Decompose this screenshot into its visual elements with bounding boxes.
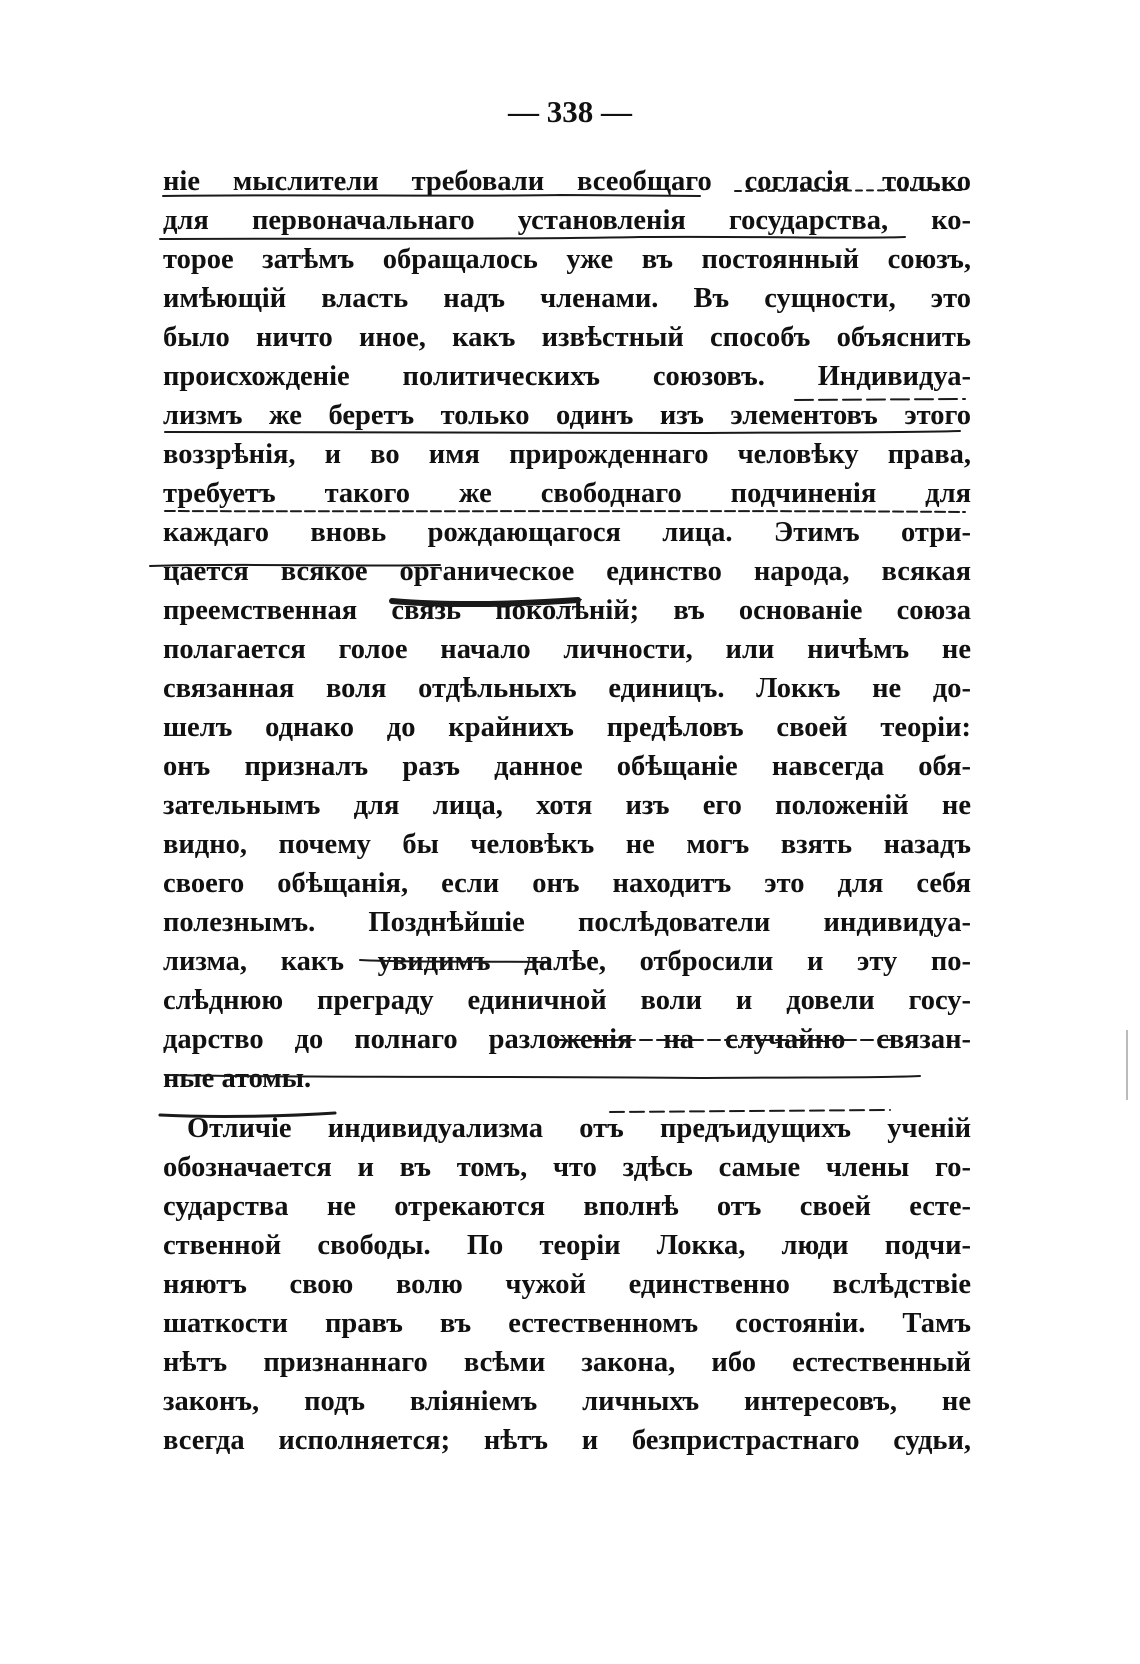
- text-line: каждаго вновь рождающагося лица. Этимъ отри-: [163, 517, 971, 548]
- text-line: всегда исполняется; нѣтъ и безпристрастнаго судьи,: [163, 1425, 971, 1456]
- text-line: онъ призналъ разъ данное обѣщаніе навсегда обя-: [163, 751, 971, 782]
- text-line: требуетъ такого же свободнаго подчиненія для: [163, 478, 971, 509]
- text-line: цается всякое органическое единство народа, всякая: [163, 556, 971, 587]
- text-line: лизма, какъ увидимъ далѣе, отбросили и эту по-: [163, 946, 971, 977]
- text-line: своего обѣщанія, если онъ находитъ это для себя: [163, 868, 971, 899]
- text-line: полагается голое начало личности, или ничѣмъ не: [163, 634, 971, 665]
- body-text: [163, 162, 971, 1460]
- text-line: лизмъ же беретъ только одинъ изъ элементовъ этого: [163, 400, 971, 431]
- text-line: полезнымъ. Позднѣйшіе послѣдователи индивидуа-: [163, 907, 971, 938]
- text-line: няютъ свою волю чужой единственно вслѣдствіе: [163, 1269, 971, 1300]
- text-line: дарство до полнаго разложенія на случайно связан-: [163, 1024, 971, 1055]
- margin-pencil-mark: [1126, 1030, 1128, 1100]
- text-line: законъ, подъ вліяніемъ личныхъ интересовъ, не: [163, 1386, 971, 1417]
- text-line: преемственная связь поколѣній; въ основаніе союза: [163, 595, 971, 626]
- text-line: шелъ однако до крайнихъ предѣловъ своей теоріи:: [163, 712, 971, 743]
- paragraph-gap: [163, 1098, 971, 1109]
- paragraph-1: [163, 162, 971, 1098]
- text-line: шаткости правъ въ естественномъ состояніи. Тамъ: [163, 1308, 971, 1339]
- text-line: происхожденіе политическихъ союзовъ. Индивидуа-: [163, 361, 971, 392]
- text-line: связанная воля отдѣльныхъ единицъ. Локкъ не до-: [163, 673, 971, 704]
- text-line: обозначается и въ томъ, что здѣсь самые члены го-: [163, 1152, 971, 1183]
- text-line: для первоначальнаго установленія государства, ко-: [163, 205, 971, 236]
- text-line: сударства не отрекаются вполнѣ отъ своей есте-: [163, 1191, 971, 1222]
- text-line: зательнымъ для лица, хотя изъ его положеній не: [163, 790, 971, 821]
- text-line: ные атомы.: [163, 1063, 312, 1094]
- page-number: — 338 —: [508, 94, 632, 129]
- text-line: воззрѣнія, и во имя прирожденнаго человѣку права,: [163, 439, 971, 470]
- text-line: ственной свободы. По теоріи Локка, люди подчи-: [163, 1230, 971, 1261]
- text-line: Отличіе индивидуализма отъ предъидущихъ ученій: [187, 1113, 971, 1144]
- text-line: видно, почему бы человѣкъ не могъ взять назадъ: [163, 829, 971, 860]
- paragraph-2: [163, 1109, 971, 1460]
- text-line: торое затѣмъ обращалось уже въ постоянный союзъ,: [163, 244, 971, 275]
- text-line: было ничто иное, какъ извѣстный способъ объяснить: [163, 322, 971, 353]
- text-line: слѣднюю преграду единичной воли и довели госу-: [163, 985, 971, 1016]
- text-line: имѣющій власть надъ членами. Въ сущности, это: [163, 283, 971, 314]
- text-line: нѣтъ признаннаго всѣми закона, ибо естественный: [163, 1347, 971, 1378]
- text-line: ніе мыслители требовали всеобщаго согласія только: [163, 166, 971, 197]
